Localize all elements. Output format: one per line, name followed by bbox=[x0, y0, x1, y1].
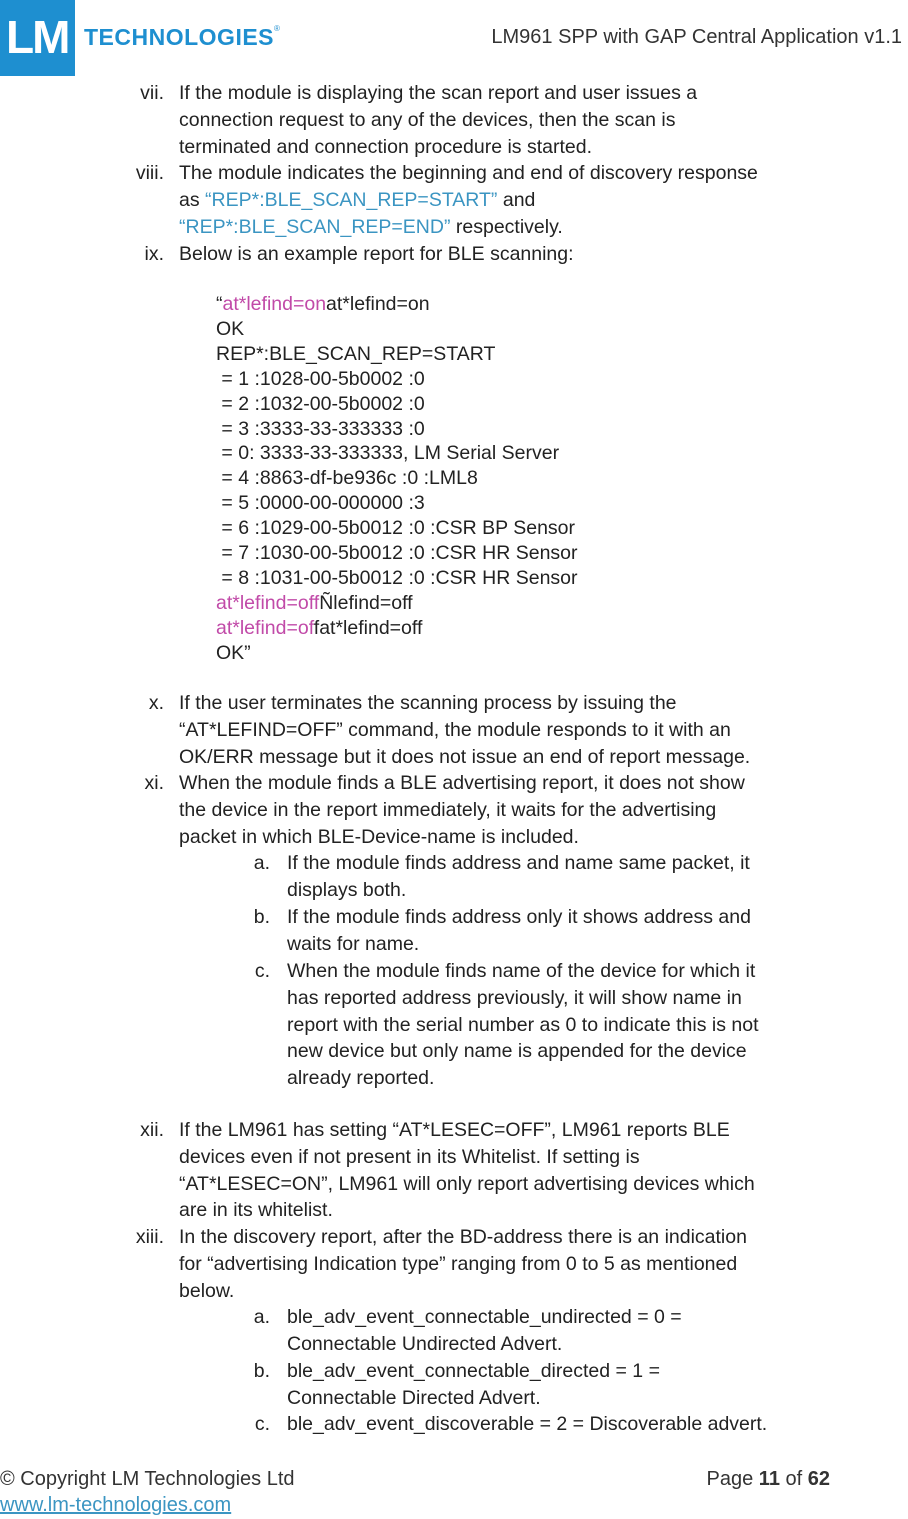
text-line: The module indicates the beginning and end of discovery response bbox=[179, 162, 758, 184]
item-xiii-text bbox=[179, 1224, 747, 1304]
example-line: REP*:BLE_SCAN_REP=START bbox=[216, 342, 496, 365]
text-line: ble_adv_event_connectable_directed = 1 = bbox=[287, 1360, 660, 1382]
example-line: = 6 :1029-00-5b0012 :0 :CSR BP Sensor bbox=[216, 517, 575, 540]
example-line: = 2 :1032-00-5b0002 :0 bbox=[216, 392, 425, 415]
example-line: = 5 :0000-00-000000 :3 bbox=[216, 492, 425, 515]
item-number-vii: vii. bbox=[140, 82, 164, 104]
text-line: report with the serial number as 0 to indicate this is not bbox=[287, 1013, 759, 1036]
example-line bbox=[216, 616, 578, 641]
example-line: = 7 :1030-00-5b0012 :0 :CSR HR Sensor bbox=[216, 542, 578, 565]
item-number-x: x. bbox=[148, 692, 164, 714]
page-number bbox=[707, 1468, 830, 1491]
text-line: In the discovery report, after the BD-address there is an indication bbox=[179, 1226, 747, 1248]
item-xii-text bbox=[179, 1117, 755, 1224]
current-page: 11 bbox=[758, 1468, 780, 1490]
text-line bbox=[179, 214, 758, 241]
example-line bbox=[216, 591, 578, 616]
text-span: at*lefind=on bbox=[326, 293, 430, 315]
text-line: OK/ERR message but it does not issue an end of report message. bbox=[179, 745, 751, 768]
example-line: OK” bbox=[216, 641, 251, 664]
text-line: for “advertising Indication type” ranging from 0 to 5 as mentioned bbox=[179, 1252, 738, 1275]
document-title: LM961 SPP with GAP Central Application v1.1 bbox=[491, 26, 902, 48]
text-line: packet in which BLE-Device-name is included. bbox=[179, 825, 579, 848]
subitem-xiii-b-text bbox=[287, 1358, 660, 1412]
text-span: Ñlefind=off bbox=[319, 591, 413, 614]
footer-website-link[interactable]: www.lm-technologies.com bbox=[0, 1494, 232, 1516]
logo-registered-mark: ® bbox=[274, 24, 281, 33]
text-line: If the module finds address only it shows address and bbox=[287, 906, 751, 928]
item-ix-text: Below is an example report for BLE scanning: bbox=[179, 243, 574, 265]
text-line: When the module finds a BLE advertising report, it does not show bbox=[179, 772, 745, 794]
text-line: Connectable Directed Advert. bbox=[287, 1386, 541, 1409]
example-line: = 8 :1031-00-5b0012 :0 :CSR HR Sensor bbox=[216, 566, 578, 589]
text-line: below. bbox=[179, 1279, 235, 1302]
scan-end-code: “REP*:BLE_SCAN_REP=END” bbox=[179, 215, 451, 238]
item-number-xii: xii. bbox=[140, 1119, 164, 1141]
item-viii-text bbox=[179, 160, 758, 240]
subitem-number-xiii-c: c. bbox=[254, 1413, 270, 1435]
text-line: If the module finds address and name same packet, it bbox=[287, 852, 750, 874]
page-of-label: of bbox=[779, 1468, 808, 1490]
command-echo: at*lefind=on bbox=[222, 293, 327, 315]
text-line: are in its whitelist. bbox=[179, 1199, 333, 1222]
item-number-ix: ix. bbox=[144, 243, 164, 265]
command-echo: at*lefind=of bbox=[216, 616, 314, 639]
text-line: terminated and connection procedure is started. bbox=[179, 135, 592, 158]
text-line: When the module finds name of the device for which it bbox=[287, 960, 756, 982]
example-line: = 1 :1028-00-5b0002 :0 bbox=[216, 367, 425, 390]
text-line: ble_adv_event_connectable_undirected = 0 = bbox=[287, 1306, 682, 1328]
subitem-xiii-a-text bbox=[287, 1304, 682, 1358]
command-echo: at*lefind=off bbox=[216, 591, 320, 614]
subitem-number-xi-c: c. bbox=[254, 960, 270, 982]
scan-start-code: “REP*:BLE_SCAN_REP=START” bbox=[205, 188, 498, 211]
subitem-xi-a-text bbox=[287, 850, 750, 904]
example-line: OK bbox=[216, 317, 245, 340]
text-line: “AT*LESEC=ON”, LM961 will only report advertising devices which bbox=[179, 1172, 755, 1195]
example-line: = 0: 3333-33-333333, LM Serial Server bbox=[216, 442, 560, 465]
subitem-number-xi-b: b. bbox=[253, 906, 270, 928]
text-line: If the LM961 has setting “AT*LESEC=OFF”, LM961 reports BLE bbox=[179, 1119, 730, 1141]
text-line: has reported address previously, it will show name in bbox=[287, 986, 742, 1009]
text-line: Connectable Undirected Advert. bbox=[287, 1332, 563, 1355]
item-vii-text bbox=[179, 80, 697, 160]
subitem-xi-b-text bbox=[287, 904, 751, 958]
subitem-number-xiii-b: b. bbox=[253, 1360, 270, 1382]
text-line: devices even if not present in its Whitelist. If setting is bbox=[179, 1145, 640, 1168]
text-span: and bbox=[497, 188, 536, 211]
logo-mark: LM bbox=[6, 11, 69, 63]
example-line: = 3 :3333-33-333333 :0 bbox=[216, 417, 425, 440]
item-xi-text bbox=[179, 770, 745, 850]
subitem-xi-c-text bbox=[287, 958, 759, 1092]
subitem-number-xiii-a: a. bbox=[253, 1306, 270, 1328]
text-line: new device but only name is appended for the device bbox=[287, 1040, 747, 1063]
text-span: fat*lefind=off bbox=[313, 616, 423, 639]
example-line bbox=[216, 292, 578, 317]
text-line: If the module is displaying the scan report and user issues a bbox=[179, 82, 698, 104]
item-x-text bbox=[179, 690, 750, 770]
footer-copyright: © Copyright LM Technologies Ltd bbox=[0, 1468, 295, 1490]
example-report bbox=[216, 292, 578, 666]
text-span: “ bbox=[216, 293, 223, 315]
text-line: ble_adv_event_discoverable = 2 = Discoverable advert. bbox=[287, 1413, 768, 1435]
text-line: the device in the report immediately, it waits for the advertising bbox=[179, 798, 717, 821]
logo-wordmark-text: TECHNOLOGIES bbox=[84, 24, 275, 50]
text-span: as bbox=[179, 188, 206, 211]
page-label: Page bbox=[706, 1468, 759, 1490]
text-line bbox=[179, 187, 758, 214]
subitem-xiii-c-text bbox=[287, 1411, 767, 1438]
text-line: connection request to any of the devices, then the scan is bbox=[179, 108, 676, 131]
subitem-number-xi-a: a. bbox=[253, 852, 270, 874]
text-line: waits for name. bbox=[287, 932, 420, 955]
text-span: respectively. bbox=[450, 215, 563, 238]
text-line: already reported. bbox=[287, 1067, 435, 1090]
text-line: displays both. bbox=[287, 878, 407, 901]
logo-wordmark bbox=[84, 24, 280, 51]
example-line: = 4 :8863-df-be936c :0 :LML8 bbox=[216, 467, 478, 490]
total-pages: 62 bbox=[807, 1468, 830, 1490]
item-number-viii: viii. bbox=[135, 162, 164, 184]
text-line: If the user terminates the scanning process by issuing the bbox=[179, 692, 677, 714]
text-line: “AT*LEFIND=OFF” command, the module responds to it with an bbox=[179, 718, 731, 741]
item-number-xiii: xiii. bbox=[135, 1226, 164, 1248]
item-number-xi: xi. bbox=[144, 772, 164, 794]
company-logo bbox=[0, 0, 75, 76]
